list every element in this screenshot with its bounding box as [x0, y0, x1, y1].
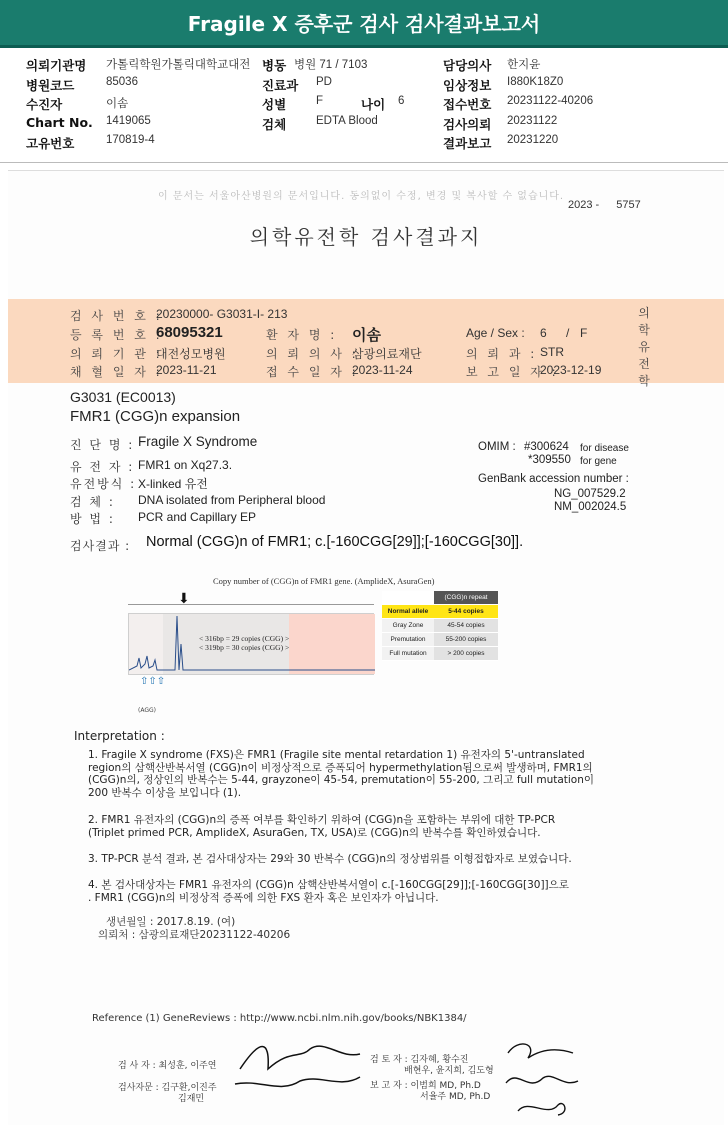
- omim-disease-note: for disease: [580, 443, 629, 454]
- clinical-value: I880K18Z0: [507, 76, 564, 88]
- divider: [0, 162, 728, 163]
- dept-label: 진료과: [262, 78, 299, 93]
- hospital-label: 의뢰기관명: [26, 58, 87, 73]
- method-label: 방 법 :: [70, 512, 115, 526]
- reporter-line-2: 서율주 MD, Ph.D: [420, 1092, 491, 1102]
- method-value: PCR and Capillary EP: [138, 510, 257, 524]
- collect-label: 채 혈 일 자 :: [70, 365, 163, 379]
- age-value: 6: [540, 326, 547, 340]
- report-title: 의학유전학 검사결과지: [249, 225, 483, 249]
- agesex-separator: /: [566, 326, 570, 340]
- reference: Reference (1) GeneReviews : http://www.ncbi.nlm.nih.gov/books/NBK1384/: [92, 1013, 467, 1024]
- request-label: 검사의뢰: [443, 117, 492, 132]
- interp-paragraph-1: 1. Fragile X syndrome (FXS)은 FMR1 (Fragile site mental retardation 1) 유전자의 5'-untranslated region의 삼핵산반복서열 (CGG)n이 비정상적으로 증폭되어 hypermethylation됨으로써 발생하며, FMR1의 (CGG)n의, 정상인의 반복수는 5-44, grayzone이 45-54, premutation이 55-200, 그리고 full mutation이 200 반복수 이상을 보입니다 (1).: [88, 749, 595, 799]
- agg-arrows-icon: ⇧⇧⇧: [140, 676, 166, 687]
- table-row: Gray Zone 45-54 copies: [382, 619, 498, 633]
- uid-value: 170819-4: [106, 134, 155, 146]
- interp-paragraph-2: 2. FMR1 유전자의 (CGG)n의 증폭 여부를 확인하기 위하여 (CGG)n을 포함하는 부위에 대한 TP-PCR (Triplet primed PCR, AmplideX, AsuraGen, TX, USA)로 (CGG)n의 반복수를 확인하였습니다.: [88, 814, 556, 839]
- request-value: 20231122: [507, 115, 558, 127]
- omim-disease-id: #300624: [524, 441, 569, 453]
- doc-year: 2023 -: [568, 199, 600, 211]
- genbank-label: GenBank accession number :: [478, 473, 629, 485]
- reg-no-value: 68095321: [156, 324, 223, 341]
- test-no-label: 검 사 번 호 :: [70, 309, 163, 323]
- sex-value: F: [316, 95, 324, 107]
- gene-value: FMR1 on Xq27.3.: [138, 458, 233, 472]
- interp-paragraph-4: 4. 본 검사대상자는 FMR1 유전자의 (CGG)n 삼핵산반복서열이 c.[-160CGG[29]];[-160CGG[30]]으로 . FMR1 (CGG)n의 비정상적 증폭에 의한 FXS 환자 혹은 보인자가 아닙니다.: [88, 879, 569, 904]
- reviewer-line-2: 배현우, 윤지희, 김도형: [404, 1066, 494, 1076]
- receipt-value: 20231122-40206: [507, 95, 594, 107]
- ward-value: 병원 71 / 7103: [294, 59, 368, 71]
- examiner-signature: [230, 1029, 370, 1099]
- inherit-label: 유전방식 :: [70, 477, 137, 491]
- test-code: G3031 (EC0013): [70, 389, 176, 405]
- chart-value: 1419065: [106, 115, 151, 127]
- doc-num: 5757: [616, 199, 641, 211]
- age-value: 6: [398, 95, 405, 107]
- table-header-row: [382, 591, 498, 605]
- request-line: 의뢰처 : 삼광의료재단20231122-40206: [98, 929, 291, 941]
- size-ruler: [128, 604, 374, 610]
- patient-label: 수진자: [26, 97, 63, 112]
- peak-labels: < 316bp = 29 copies (CGG) > < 319bp = 30 copies (CGG) >: [199, 634, 290, 652]
- table-row: Premutation 55-200 copies: [382, 633, 498, 647]
- interp-paragraph-3: 3. TP-PCR 분석 결과, 본 검사대상자는 29와 30 반복수 (CGG)n의 정상범위를 이형접합자로 보였습니다.: [88, 853, 572, 865]
- patient-name-label: 환 자 명 :: [266, 328, 338, 342]
- vertical-label: 의 학 유 전 학: [638, 306, 650, 388]
- electropherogram-figure: [126, 591, 626, 716]
- receipt-label: 접수번호: [443, 97, 492, 112]
- inst-label: 의 뢰 기 관 :: [70, 347, 163, 361]
- patient-name-value: 이솜: [352, 327, 381, 344]
- scanned-report: [8, 170, 724, 1125]
- dept-value: PD: [316, 76, 332, 88]
- table-header: (CGG)n repeat: [434, 591, 498, 604]
- birth-line: 생년월일 : 2017.8.19. (여): [106, 916, 236, 928]
- genbank-ng: NG_007529.2: [554, 488, 626, 500]
- table-row: Full mutation > 200 copies: [382, 647, 498, 661]
- receive-label: 접 수 일 자 :: [266, 365, 359, 379]
- dept-label: 의 뢰 과 :: [466, 347, 538, 361]
- hospital-value: 가톨릭학원가톨릭대학교대전: [106, 59, 251, 71]
- advisor-line: 검사자문 : 김구환,이진주: [118, 1083, 217, 1093]
- reviewer-line: 검 토 자 : 김자혜, 황수진: [370, 1055, 469, 1065]
- arrow-down-icon: ⬇: [178, 591, 190, 607]
- omim-label: OMIM :: [478, 441, 516, 453]
- patient-value: 이솜: [106, 98, 129, 110]
- result-value: Normal (CGG)n of FMR1; c.[-160CGG[29]];[-160CGG[30]].: [146, 534, 524, 550]
- table-row: Normal allele 5-44 copies: [382, 605, 498, 619]
- interpretation-title: Interpretation :: [74, 729, 165, 743]
- genbank-nm: NM_002024.5: [554, 501, 627, 513]
- doctor-label: 담당의사: [443, 58, 492, 73]
- report-date-label: 결과보고: [443, 136, 492, 151]
- req-doc-value: 삼광의료재단: [352, 347, 422, 361]
- doc-number: [568, 199, 641, 211]
- agg-caption: (AGG): [138, 707, 156, 714]
- reporter-line: 보 고 자 : 이범희 MD, Ph.D: [370, 1081, 481, 1091]
- reg-no-label: 등 록 번 호 :: [70, 328, 163, 342]
- patient-block: [8, 299, 724, 383]
- code-label: 병원코드: [26, 78, 75, 93]
- trace-panel: [128, 613, 374, 675]
- age-label: 나이: [361, 97, 386, 112]
- figure-caption: Copy number of (CGG)n of FMR1 gene. (AmplideX, AsuraGen): [213, 576, 435, 586]
- dx-value: Fragile X Syndrome: [138, 434, 258, 449]
- agesex-label: Age / Sex :: [466, 326, 525, 340]
- meta-info: [0, 52, 728, 162]
- doctor-value: 한지윤: [507, 59, 541, 71]
- specimen-value: EDTA Blood: [316, 115, 378, 127]
- advisor-line-2: 김재민: [178, 1094, 205, 1104]
- gene-label: 유 전 자 :: [70, 460, 135, 474]
- receive-value: 2023-11-24: [352, 363, 413, 377]
- test-no-value: 20230000- G3031-I- 213: [156, 307, 288, 321]
- omim-gene-note: for gene: [580, 456, 617, 467]
- omim-gene-id: *309550: [528, 454, 571, 466]
- sex-label: 성별: [262, 97, 287, 112]
- specimen-label: 검체: [262, 117, 287, 132]
- report-label: 보 고 일 자 :: [466, 365, 559, 379]
- specimen-label: 검 체 :: [70, 495, 115, 509]
- chart-label: Chart No.: [26, 115, 93, 130]
- watermark-notice: 이 문서는 서울아산병원의 문서입니다. 동의없이 수정, 변경 및 복사할 수 없습니다.: [158, 191, 565, 202]
- report-value: 2023-12-19: [540, 363, 602, 377]
- dx-label: 진 단 명 :: [70, 438, 135, 452]
- ward-label: 병동: [262, 58, 287, 73]
- result-label: 검사결과 :: [70, 539, 131, 553]
- test-name: FMR1 (CGG)n expansion: [70, 408, 241, 425]
- report-header-title: Fragile X 증후군 검사 검사결과보고서: [0, 0, 728, 48]
- code-value: 85036: [106, 76, 138, 88]
- dept-value: STR: [540, 345, 564, 359]
- inherit-value: X-linked 유전: [138, 477, 208, 491]
- inst-value: 대전성모병원: [156, 347, 226, 361]
- sex-value: F: [580, 326, 588, 340]
- req-doc-label: 의 뢰 의 사 :: [266, 347, 359, 361]
- examiner-line: 검 사 자 : 최성훈, 이주연: [118, 1061, 217, 1071]
- uid-label: 고유번호: [26, 136, 75, 151]
- clinical-label: 임상정보: [443, 78, 492, 93]
- report-date-value: 20231220: [507, 134, 559, 146]
- collect-value: 2023-11-21: [156, 363, 217, 377]
- specimen-value: DNA isolated from Peripheral blood: [138, 493, 326, 507]
- reporter-signature: [498, 1033, 588, 1123]
- repeat-table: [382, 591, 498, 661]
